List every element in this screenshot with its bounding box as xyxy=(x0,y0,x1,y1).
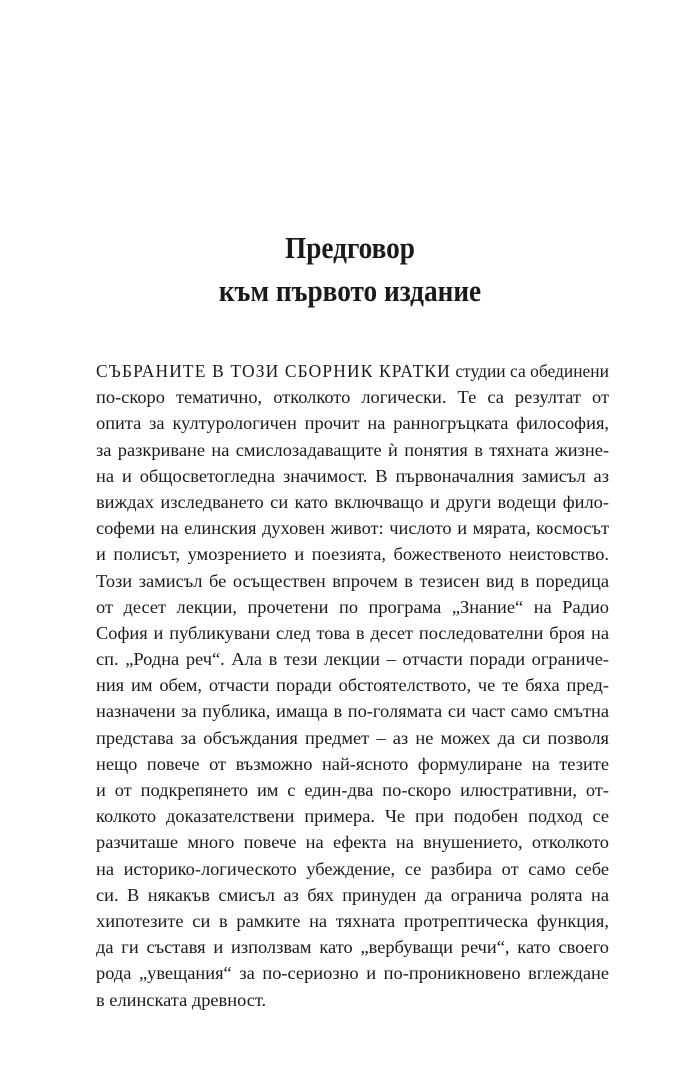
lead-in-smallcaps: СЪБРАНИТЕ В ТОЗИ СБОРНИК КРАТКИ xyxy=(96,361,451,381)
text-line: виждах изследването си като включващо и други водещи фило- xyxy=(96,491,609,512)
text-line: по-скоро тематично, отколкото логически. Те са резултат от xyxy=(96,387,609,408)
text-line: разчиташе много повече на ефекта на внушението, отколкото xyxy=(96,832,609,853)
text-line: представа за обсъждания предмет – аз не можех да си позволя xyxy=(96,727,609,748)
text-line: да ги съставя и използвам като „вербуващи речи“, като своего xyxy=(96,937,609,958)
text-line: София и публикувани след това в десет последователни броя на xyxy=(96,622,609,643)
text-line: и от подкрепянето им с един-два по-скоро илюстративни, от- xyxy=(96,780,609,800)
text-line: хипотезите си в рамките на тяхната протрептическа функция, xyxy=(96,910,609,931)
text-line: на и общосветогледна значимост. В първоначалния замисъл аз xyxy=(96,465,609,486)
text-line: опита за културологичен прочит на ранногръцката философия, xyxy=(96,413,609,434)
text-line: нещо повече от възможно най-ясното формулиране на тезите xyxy=(96,753,609,774)
text-line: рода „увещания“ за по-сериозно и по-проникновено вглеждане xyxy=(96,963,609,984)
text-line: от десет лекции, прочетени по програма „Знание“ на Радио xyxy=(96,596,609,617)
text-line: сп. „Родна реч“. Ала в тези лекции – отчасти поради ограниче- xyxy=(96,649,609,670)
chapter-title-line-1: Предговор xyxy=(285,230,415,265)
text-line: за разкриване на смислозадаващите ѝ понятия в тяхната жизне- xyxy=(96,439,609,460)
text-line: си. В някакъв смисъл аз бях принуден да огранича ролята на xyxy=(96,884,609,905)
text-line: на историко-логическото убеждение, се разбира от само себе xyxy=(96,858,609,879)
text-line-rest: студии са обединени xyxy=(450,361,609,381)
text-line: софеми на елинския духовен живот: числото и мярата, космосът xyxy=(96,518,609,539)
chapter-title xyxy=(42,226,658,312)
text-line: колкото доказателствени примера. Че при подобен подход се xyxy=(96,806,609,827)
chapter-title-line-2: към първото издание xyxy=(218,273,482,308)
body-paragraph xyxy=(96,358,609,1013)
text-line: ния им обем, отчасти поради обстоятелството, че те бяха пред- xyxy=(96,675,609,696)
text-line: и полисът, умозрението и поезията, божественото неистовство. xyxy=(96,544,609,565)
text-line xyxy=(96,358,609,384)
text-line: назначени за публика, имаща в по-голямата си част само смътна xyxy=(96,701,609,722)
text-line: Този замисъл бе осъществен впрочем в тезисен вид в поредица xyxy=(96,570,609,591)
text-line-last: в елинската древност. xyxy=(96,989,267,1010)
